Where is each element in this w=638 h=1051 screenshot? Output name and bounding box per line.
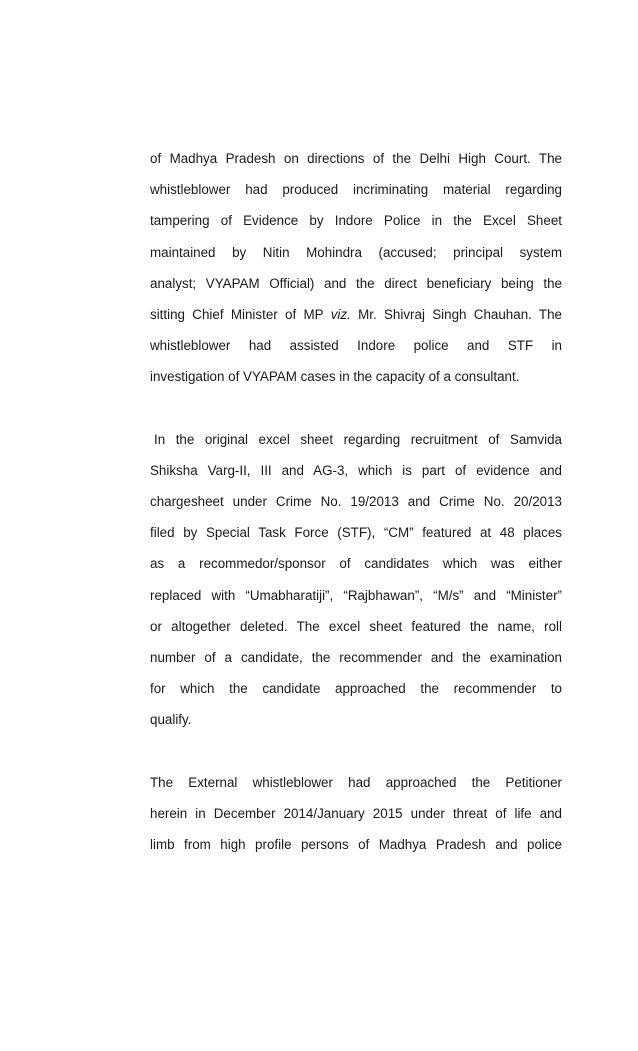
paragraph-1: [150, 143, 562, 393]
text-line: sitting Chief Minister of MP viz. Mr. Shivraj Singh Chauhan. The: [150, 306, 563, 322]
document-body: [150, 143, 562, 860]
text-line: limb from high profile persons of Madhya Pradesh and police: [150, 837, 562, 853]
text-line: whistleblower had produced incriminating material regarding: [150, 182, 562, 198]
text-line: maintained by Nitin Mohindra (accused; principal system: [150, 244, 562, 260]
italic-text: viz.: [330, 306, 351, 322]
text-line: for which the candidate approached the recommender to: [150, 681, 562, 697]
paragraph-2: [150, 424, 562, 736]
text-line: herein in December 2014/January 2015 under threat of life and: [150, 805, 562, 821]
text-line: qualify.: [150, 712, 192, 728]
text-line: whistleblower had assisted Indore police and STF in: [150, 338, 562, 354]
text-line: The External whistleblower had approached the Petitioner: [150, 774, 562, 790]
text-line: filed by Special Task Force (STF), “CM” featured at 48 places: [150, 525, 562, 541]
text-line: number of a candidate, the recommender and the examination: [150, 650, 562, 665]
text-line: or altogether deleted. The excel sheet featured the name, roll: [150, 618, 562, 634]
text-line: analyst; VYAPAM Official) and the direct beneficiary being the: [150, 275, 562, 291]
paragraph-3: [150, 767, 562, 861]
text-line: replaced with “Umabharatiji”, “Rajbhawan”, “M/s” and “Minister”: [150, 587, 562, 603]
paragraph-gap: [150, 736, 562, 767]
text-line: tampering of Evidence by Indore Police in the Excel Sheet: [150, 213, 562, 229]
text-line: Shiksha Varg-II, III and AG-3, which is part of evidence and: [150, 462, 562, 478]
text-line: In the original excel sheet regarding recruitment of Samvida: [154, 431, 562, 447]
text-line: of Madhya Pradesh on directions of the Delhi High Court. The: [150, 151, 562, 166]
text-line: as a recommedor/sponsor of candidates which was either: [150, 556, 562, 572]
text-line: chargesheet under Crime No. 19/2013 and Crime No. 20/2013: [150, 494, 562, 510]
text-line: investigation of VYAPAM cases in the capacity of a consultant.: [150, 369, 520, 385]
paragraph-gap: [150, 393, 562, 424]
